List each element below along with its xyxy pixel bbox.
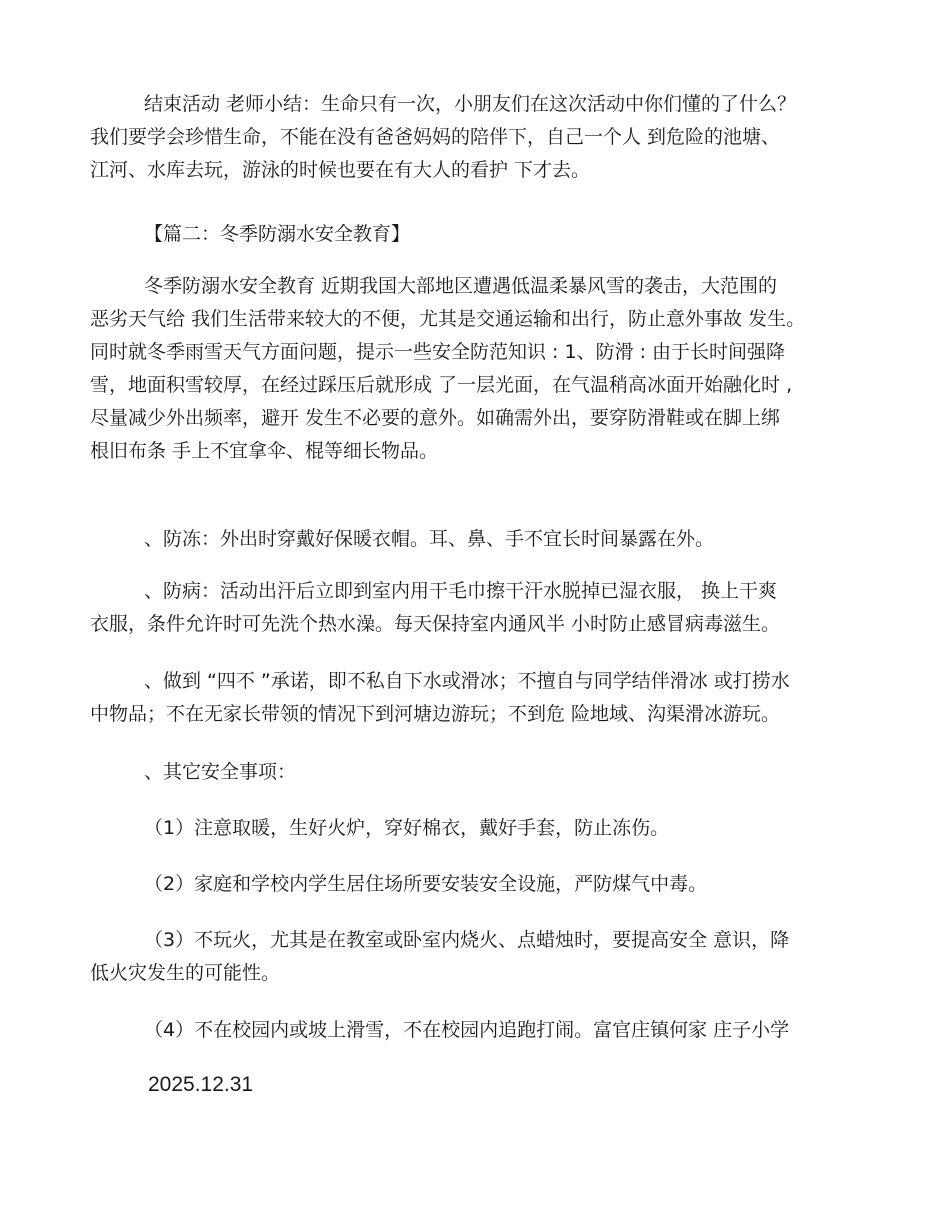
- text-line: 、做到 “四不 ”承诺，即不私自下水或滑冰；不擅自与同学结伴滑冰 或打捞水: [144, 670, 790, 692]
- list-item-4: [90, 1014, 870, 1047]
- text-line: 冬季防溺水安全教育 近期我国大部地区遭遇低温柔暴风雪的袭击，大范围的: [144, 275, 778, 297]
- text-line: 雪，地面积雪较厚，在经过踩压后就形成 了一层光面，在气温稍高冰面开始融化时 ,: [90, 374, 793, 396]
- text-line: （1）注意取暖，生好火炉，穿好棉衣，戴好手套，防止冻伤。: [144, 817, 670, 839]
- text-line: （2）家庭和学校内学生居住场所要安装安全设施，严防煤气中毒。: [144, 873, 708, 895]
- paragraph-summary: [90, 88, 870, 187]
- paragraph-intro: [90, 270, 870, 468]
- heading-text: 【篇二：冬季防溺水安全教育】: [144, 223, 411, 245]
- text-line: 恶劣天气给 我们生活带来较大的不便，尤其是交通运输和出行，防止意外事故 发生。: [90, 308, 806, 330]
- text-line: 我们要学会珍惜生命，不能在没有爸爸妈妈的陪伴下，自己一个人 到危险的池塘、: [90, 126, 781, 148]
- text-line: 结束活动 老师小结：生命只有一次，小朋友们在这次活动中你们懂的了什么？: [144, 93, 797, 115]
- list-item-3: [90, 924, 870, 990]
- text-line: （3）不玩火，尤其是在教室或卧室内烧火、点蜡烛时，要提高安全 意识，降: [144, 929, 790, 951]
- document-date: 2025.12.31: [148, 1073, 254, 1096]
- section-heading: [90, 218, 870, 251]
- paragraph-anti-illness: [90, 575, 870, 641]
- text-line: 、防病：活动出汗后立即到室内用干毛巾擦干汗水脱掉已湿衣服， 换上干爽: [144, 580, 778, 602]
- text-line: （4）不在校园内或坡上滑雪，不在校园内追跑打闹。富官庄镇何家 庄子小学: [144, 1019, 790, 1041]
- text-line: 尽量减少外出频率，避开 发生不必要的意外。如确需外出，要穿防滑鞋或在脚上绑: [90, 407, 781, 429]
- text-line: 江河、水库去玩，游泳的时候也要在有大人的看护 下才去。: [90, 159, 591, 181]
- text-line: 同时就冬季雨雪天气方面问题，提示一些安全防范知识 : 1、防滑 : 由于长时间强降: [90, 341, 786, 363]
- list-item-1: [90, 812, 870, 845]
- text-line: 中物品；不在无家长带领的情况下到河塘边游玩；不到危 险地域、沟渠滑冰游玩。: [90, 703, 781, 725]
- paragraph-anti-freeze: [90, 523, 870, 556]
- text-line: 、其它安全事项：: [144, 761, 297, 783]
- text-line: 根旧布条 手上不宜拿伞、棍等细长物品。: [90, 440, 439, 462]
- text-line: 、防冻：外出时穿戴好保暖衣帽。耳、鼻、手不宜长时间暴露在外。: [144, 528, 715, 550]
- list-item-2: [90, 868, 870, 901]
- text-line: 衣服，条件允许时可先洗个热水澡。每天保持室内通风半 小时防止感冒病毒滋生。: [90, 613, 781, 635]
- paragraph-other-items: [90, 756, 870, 789]
- text-line: 低火灾发生的可能性。: [90, 962, 281, 984]
- paragraph-four-nots: [90, 665, 870, 731]
